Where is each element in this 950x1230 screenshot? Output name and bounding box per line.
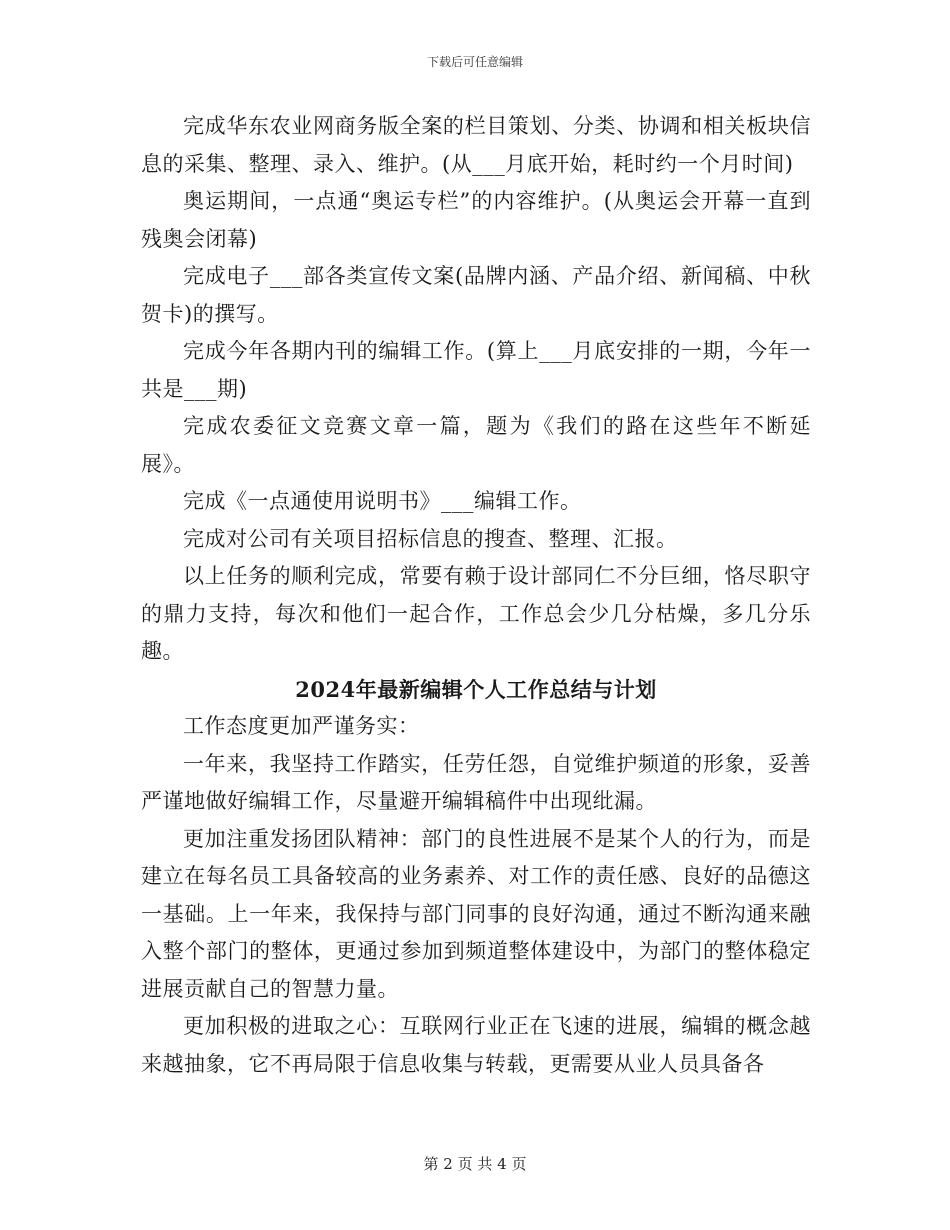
section-title: 2024年最新编辑个人工作总结与计划 [295, 676, 657, 702]
page-footer: 第 2 页 共 4 页 [423, 1155, 527, 1173]
paragraph: 完成电子___部各类宣传文案(品牌内涵、产品介绍、新闻稿、中秋贺卡)的撰写。 [141, 264, 811, 326]
paragraph: 完成今年各期内刊的编辑工作。(算上___月底安排的一期，今年一共是___期) [141, 339, 811, 401]
paragraph: 完成对公司有关项目招标信息的搜查、整理、汇报。 [183, 526, 678, 551]
paragraph: 完成《一点通使用说明书》___编辑工作。 [183, 489, 582, 513]
page-header: 下载后可任意编辑 [426, 55, 523, 69]
paragraph: 更加积极的进取之心：互联网行业正在飞速的进展，编辑的概念越来越抽象，它不再局限于信息收集与转载，更需要从业人员具备各 [141, 1014, 811, 1076]
paragraph: 工作态度更加严谨务实： [183, 714, 420, 738]
paragraph: 完成华东农业网商务版全案的栏目策划、分类、协调和相关板块信息的采集、整理、录入、维护。(从___月底开始，耗时约一个月时间) [141, 114, 811, 176]
paragraph: 完成农委征文竞赛文章一篇，题为《我们的路在这些年不断延展》。 [141, 414, 811, 476]
document-body [141, 108, 811, 1083]
paragraph: 一年来，我坚持工作踏实，任劳任怨，自觉维护频道的形象，妥善严谨地做好编辑工作，尽量避开编辑稿件中出现纰漏。 [141, 751, 811, 813]
paragraph: 奥运期间，一点通“奥运专栏”的内容维护。(从奥运会开幕一直到残奥会闭幕) [141, 189, 811, 251]
paragraph: 以上任务的顺利完成，常要有赖于设计部同仁不分巨细，恪尽职守的鼎力支持，每次和他们一起合作，工作总会少几分枯燥，多几分乐趣。 [141, 564, 811, 663]
paragraph: 更加注重发扬团队精神：部门的良性进展不是某个人的行为，而是建立在每名员工具备较高的业务素养、对工作的责任感、良好的品德这一基础。上一年来，我保持与部门同事的良好沟通，通过不断沟通来融入整个部门的整体，更通过参加到频道整体建设中，为部门的整体稳定进展贡献自己的智慧力量。 [141, 826, 811, 1001]
